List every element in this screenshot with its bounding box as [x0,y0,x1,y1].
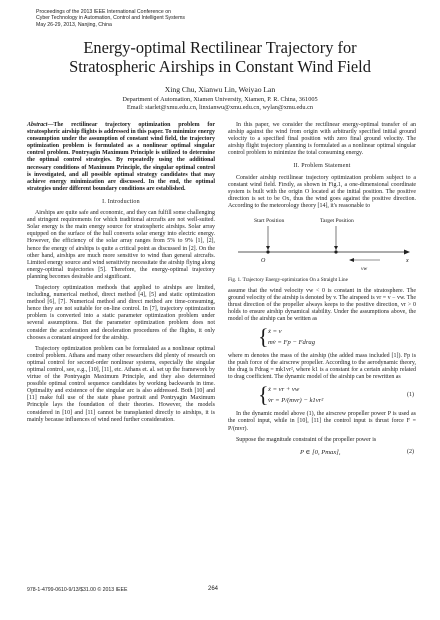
paragraph: Trajectory optimization methods that applied to airships are limited, including, numerical method, direct method [4], [5] and static optimization method [6], [7]. Numerical method and direct method are time-consuming, hence they are not suitable for on-line control. In [7], trajectory optimization problem is converted into a static parameter optimization problem under several assumptions. But the parameter optimization problem does not consider the acceleration and deceleration procedures of the flights, it only chooses a constant airspeed for the airship. [27,284,215,341]
abstract [27,122,215,193]
start-position-label: Start Position [254,218,285,225]
authors: Xing Chu, Xianwu Lin, Weiyao Lan [164,85,276,94]
figure-caption: Fig. 1. Trajectory Energy-optimization On a Straight Line [228,277,348,284]
x-axis-label: x [406,258,409,265]
trajectory-diagram [228,214,416,276]
equation-number: (1) [407,392,414,399]
equation-constraint [228,447,416,459]
section-heading-introduction: I. Introduction [102,198,140,205]
start-pointer-arrow [266,246,270,250]
affiliation [0,96,440,112]
target-pointer-arrow [334,246,338,250]
target-point [334,250,337,253]
left-column [27,122,215,424]
origin-label: O [261,258,266,265]
title-line: Stratospheric Airships in Constant Wind Field [69,57,371,76]
paragraph: Trajectory optimization problem can be formulated as a nonlinear optimal control problem. Athans and many other researchers did plenty of research on optimal control for second-order nonlinear systems, especially the singular optimal control, see, e.g., [10], [11], etc. Athans et. al. set up the framework by virtue of the Pontryagin Maximum Principle, and they also determined possible optimal control sequence candidates by working backwards in time. Optimality and existence of the singular arc is also addressed. Both [10] and [11] make full use of the state phase portrait and Pontryagin Maximum Principle lays the foundation of their theories. However, the models considered in [10] and [11] cannot be transplanted directly to airships, it is mainly because influences of wind need further consideration. [27,345,215,423]
equation-line: ẋ = vr + vw [268,386,300,394]
x-axis-arrow [404,250,410,255]
wind-arrow-head [349,258,354,262]
paper-title [0,38,440,76]
equation-line: v̇r = P/(mvr) − k1vr² [268,397,324,405]
equation-line: mv̇ = Fp − Fdrag [268,339,315,346]
right-column [228,122,416,462]
origin-point [266,250,269,253]
abstract-text: —The rectilinear trajectory optimization problem for stratospheric airship flights is addressed in this paper. To minimize energy consumption under the assumption of constant wind field, the trajectory optimization problem is formulated as a nonlinear optimal singular control problem. Pontryagin Maximum Principle is utilized to determine the optimal control strategies. By repeatedly using the additional necessary conditions of Maximum Principle, the singular optimal control is investigated, and all possible optimal strategy candidates that may achieve energy minimization are discussed. In the end, the optimal strategies under different boundary conditions are established. [27,122,215,192]
equation-model [228,326,416,350]
equation-line: ẋ = v [268,328,282,335]
paragraph: Consider airship rectilinear trajectory optimization problem subject to a constant wind field. Firstly, as shown in Fig.1, a one-dimensional coordinate system is built with the origin O located at the initial position. The positive direction is set to be Ox, thus the wind goes against the positive direction. According to the meteorology theory [14], it's reasonable to [228,174,416,209]
affiliation-line: Department of Automation, Xiamen University, Xiamen, P. R. China, 361005 [122,96,318,103]
proceedings-header [36,9,236,28]
equation-number: (2) [407,448,414,455]
equation-dynamics [228,384,416,408]
paragraph: Airships are quite safe and economic, and they can fulfill some challenging and stringent requirements for which traditional aircrafts are not well-suited. Solar energy is the main energy source for stratospheric airships. Solar array equipped on the surface of the hull converts solar energy into electric energy. However, the efficiency of the solar array ranges from 5% to 9% [1], [2], hence the energy of airships is quite a critical point as discussed in [2]. On the other hand, airships are much more sensitive to wind than general aircrafts. Limited energy source and wind sensitivity necessitate the airship flying along energy-optimal trajectories [5]. Therefore, the energy-optimal trajectory planning becomes desirable and significant. [27,210,215,280]
footer-isbn: 978-1-4799-0610-9/13/$31.00 © 2013 IEEE [27,587,128,593]
equation-line: P ∈ [0, Pmax], [300,448,341,456]
figure-1 [228,214,416,276]
wind-label: vw [361,266,368,273]
target-position-label: Target Position [320,218,354,225]
equation-brace: { [258,382,269,408]
title-line: Energy-optimal Rectilinear Trajectory for [83,38,357,57]
paragraph: In this paper, we consider the rectilinear energy-optimal transfer of an airship against the wind from origin with arbitrarily specified initial ground velocity to a specified final position with zero final ground velocity. The airship flight trajectory planning is formulated as a nonlinear optimal singular control problem to minimize the total consuming energy. [228,122,416,157]
paragraph: Suppose the magnitude constraint of the propeller power is [236,436,377,443]
section-heading-problem-statement: II. Problem Statement [293,163,351,170]
paragraph: where m denotes the mass of the airship (the added mass included [1]). Fp is the push force of the airscrew propeller. According to the aerodynamic theory, the drag is Fdrag = mk1vr², where k1 is a constant for a certain airship related to drag coefficient. The dynamic model of the airship can be rewritten as [228,353,416,381]
page-number: 264 [208,586,219,592]
proceedings-line: Proceedings of the 2013 IEEE International Conference on [36,9,171,15]
email-line: Email: starlet@xmu.edu.cn, linxianwu@xmu.edu.cn, wylan@xmu.edu.cn [126,104,314,111]
paragraph: In the dynamic model above (1), the airscrew propeller power P is used as the control input, while in [10], [11] the control input is thrust force F = P/(mvr). [228,411,416,432]
proceedings-line: Cyber Technology in Automation, Control and Intelligent Systems [36,15,185,22]
equation-brace: { [258,324,269,349]
abstract-lead: Abstract [27,122,48,128]
proceedings-line: May 26-29, 2013, Nanjing, China [36,21,112,28]
paragraph: assume that the wind velocity vw < 0 is constant in the stratosphere. The ground velocity of the airship is denoted by v. The airspeed is vr = v − vw. The thrust direction of the propeller always keeps to the positive direction, vr > 0 holds to ensure airship dynamical stability. Under the assumptions above, the model of the airship can be written as [228,287,416,322]
